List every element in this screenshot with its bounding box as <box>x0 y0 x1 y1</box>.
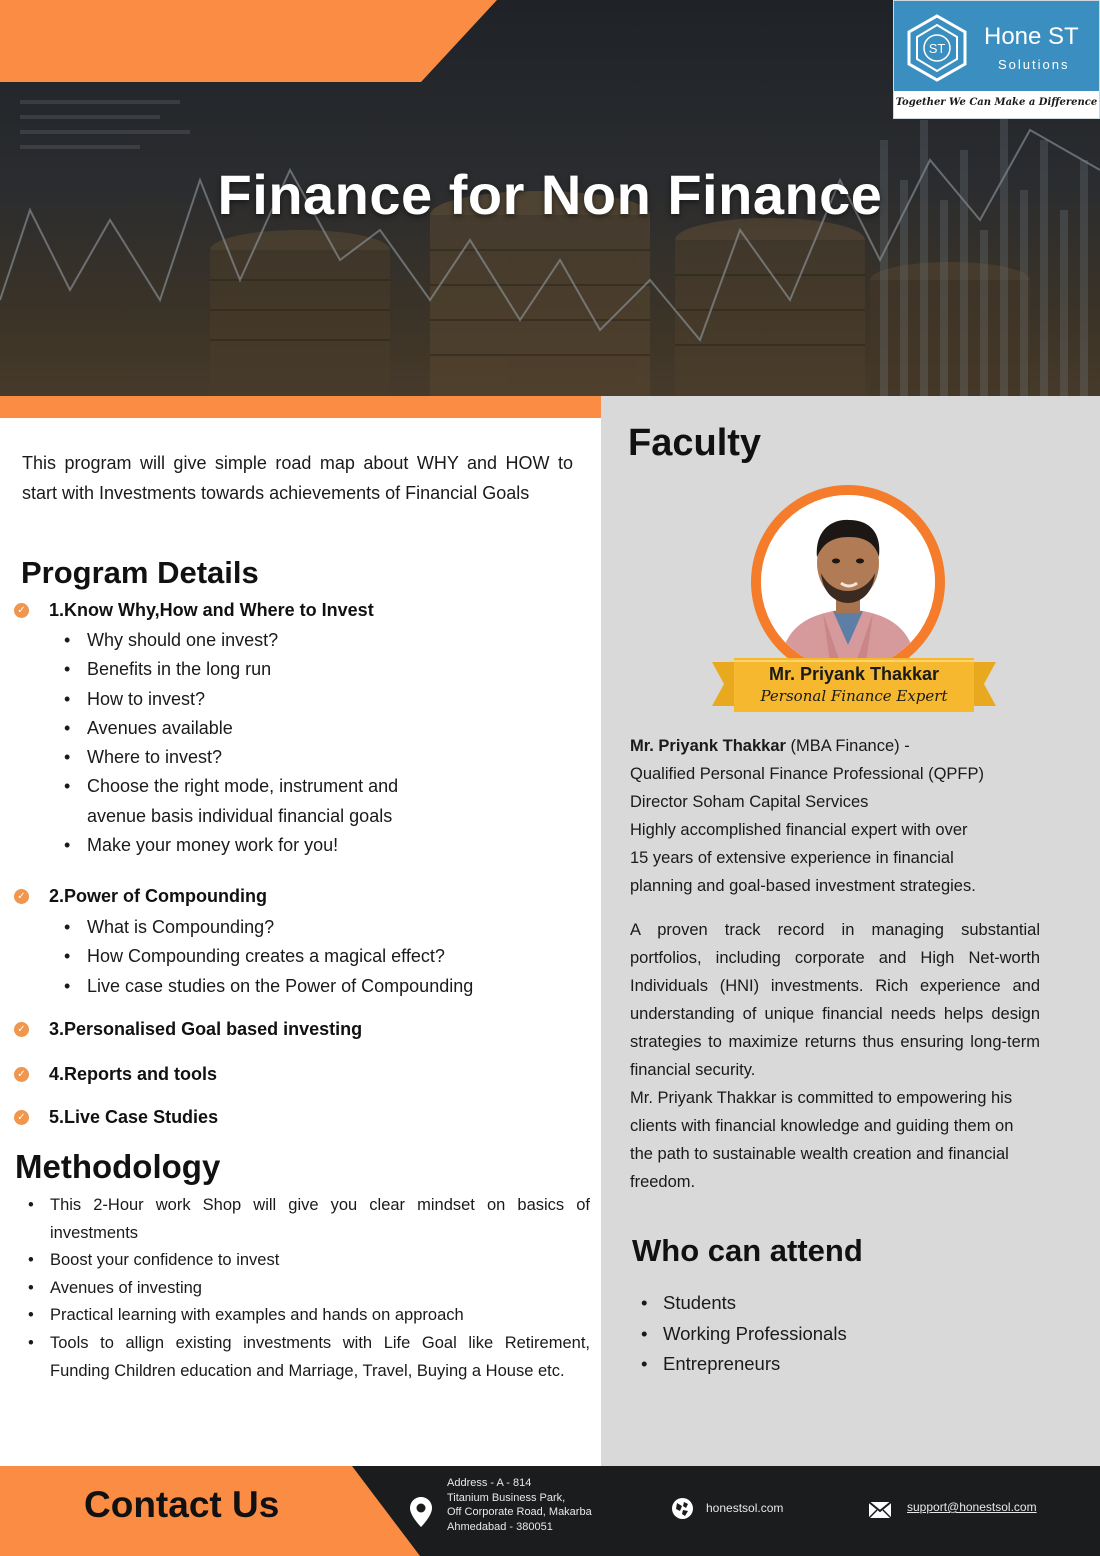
person-portrait-icon <box>761 495 935 669</box>
check-icon: ✓ <box>14 1022 29 1037</box>
hexagon-logo-icon <box>902 13 972 83</box>
list-item-continuation: avenue basis individual financial goals <box>87 805 393 826</box>
faculty-photo <box>761 495 935 669</box>
email-link[interactable]: support@honestsol.com <box>907 1500 1037 1514</box>
address-line: Ahmedabad - 380051 <box>447 1520 553 1533</box>
topic-1-list <box>64 626 398 860</box>
list-item: • Tools to allign existing investments with Life Goal like Retirement, Funding Children education and Marriage, Travel, Buying a House etc. <box>28 1330 590 1385</box>
topic-title: 5.Live Case Studies <box>49 1107 219 1127</box>
location-pin-icon <box>410 1497 432 1527</box>
topic-5 <box>14 1107 218 1128</box>
program-column <box>0 418 601 1466</box>
list-item: • Live case studies on the Power of Compounding <box>64 972 473 1001</box>
bio-intro-line <box>630 732 1040 760</box>
faculty-name-ribbon <box>712 658 996 718</box>
topic-4 <box>14 1064 217 1085</box>
address-line: Off Corporate Road, Makarba <box>447 1506 592 1518</box>
bio-paragraph: A proven track record in managing substantial portfolios, including corporate and High Net-worth Individuals (HNI) investments. Rich experience and understanding of unique financial needs helps design strategies to maximize returns thus ensuring long-term financial security. <box>630 921 1040 1079</box>
bio-line: Highly accomplished financial expert with over <box>630 821 968 839</box>
topic-title: 3.Personalised Goal based investing <box>49 1019 363 1039</box>
contact-heading: Contact Us <box>84 1484 280 1525</box>
check-icon: ✓ <box>14 889 29 904</box>
check-icon: ✓ <box>14 1067 29 1082</box>
list-item: • Boost your confidence to invest <box>28 1247 590 1275</box>
list-item: • Practical learning with examples and hands on approach <box>28 1302 590 1330</box>
topic-2 <box>14 886 267 907</box>
topic-2-list <box>64 913 473 1001</box>
page-title: Finance for Non Finance <box>217 163 883 226</box>
topic-title: 4.Reports and tools <box>49 1064 218 1084</box>
faculty-photo-frame <box>751 485 945 679</box>
list-item: • Why should one invest? <box>64 626 398 655</box>
company-logo <box>893 0 1100 119</box>
logo-tagline: Together We Can Make a Difference <box>895 97 1098 108</box>
svg-text:ST: ST <box>928 41 946 56</box>
bio-degree: (MBA Finance) - <box>785 737 910 755</box>
ribbon-role: Personal Finance Expert <box>760 687 948 705</box>
logo-banner <box>894 1 1099 91</box>
address-line: Address - A - 814 <box>447 1477 532 1489</box>
bio-line: Qualified Personal Finance Professional (QPFP) <box>630 765 984 783</box>
website-link[interactable]: honestsol.com <box>706 1501 784 1515</box>
bio-paragraph: Mr. Priyank Thakkar is committed to empowering his clients with financial knowledge and guiding them on the path to sustainable wealth creation and financial freedom. <box>630 1089 1014 1191</box>
topic-3 <box>14 1019 362 1040</box>
intro-text: This program will give simple road map about WHY and HOW to start with Investments towards achievements of Financial Goals <box>22 453 573 503</box>
methodology-list <box>28 1192 590 1385</box>
logo-subtitle: Solutions <box>998 57 1070 72</box>
list-item: • Avenues available <box>64 714 398 743</box>
address <box>447 1476 592 1534</box>
list-item: • Entrepreneurs <box>641 1349 847 1380</box>
list-item: • Avenues of investing <box>28 1275 590 1303</box>
check-icon: ✓ <box>14 1110 29 1125</box>
list-item: • This 2-Hour work Shop will give you clear mindset on basics of investments <box>28 1192 590 1247</box>
who-can-attend-heading: Who can attend <box>632 1233 863 1268</box>
accent-bar-right <box>601 396 1100 418</box>
topic-title: 2.Power of Compounding <box>49 886 267 906</box>
bio-line: Director Soham Capital Services <box>630 793 869 811</box>
bio-line: planning and goal-based investment strategies. <box>630 877 976 895</box>
topic-1 <box>14 600 374 621</box>
list-item: • Make your money work for you! <box>64 831 398 860</box>
footer <box>0 1466 1100 1556</box>
list-item: • Working Professionals <box>641 1319 847 1350</box>
email-icon <box>868 1501 892 1519</box>
list-item: • Benefits in the long run <box>64 655 398 684</box>
program-details-heading: Program Details <box>21 555 259 590</box>
list-item: • Where to invest? <box>64 743 398 772</box>
bio-line: 15 years of extensive experience in financial <box>630 849 954 867</box>
list-item: • What is Compounding? <box>64 913 473 942</box>
methodology-heading: Methodology <box>15 1148 221 1185</box>
accent-bar <box>0 396 601 418</box>
ribbon-name: Mr. Priyank Thakkar <box>768 664 940 684</box>
faculty-heading: Faculty <box>628 422 762 464</box>
faculty-bio <box>630 732 1040 1196</box>
topic-title: 1.Know Why,How and Where to Invest <box>49 600 374 620</box>
list-item: • Students <box>641 1288 847 1319</box>
address-line: Titanium Business Park, <box>447 1491 566 1504</box>
list-item: • Choose the right mode, instrument and <box>64 772 398 801</box>
check-icon: ✓ <box>14 603 29 618</box>
list-item: • How Compounding creates a magical effect? <box>64 942 473 971</box>
bio-name: Mr. Priyank Thakkar <box>630 737 786 755</box>
attendee-list <box>641 1288 847 1380</box>
faculty-column <box>601 418 1100 1466</box>
globe-icon <box>671 1497 694 1520</box>
list-item: • How to invest? <box>64 685 398 714</box>
logo-name: Hone ST <box>984 23 1079 50</box>
